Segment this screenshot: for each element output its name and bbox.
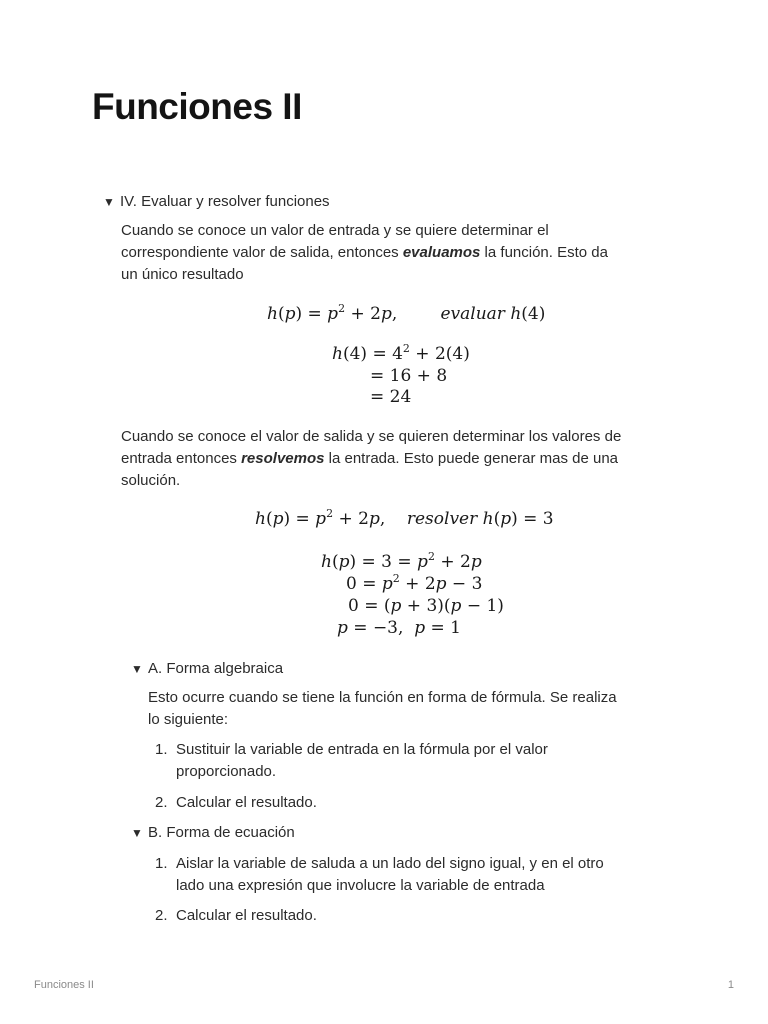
toggle-label: B. Forma de ecuación: [148, 824, 295, 841]
math-solve-step3: 0 = (p + 3)(p − 1): [348, 596, 504, 616]
triangle-down-icon: ▼: [131, 826, 143, 840]
math-evaluate-step2: = 16 + 8: [370, 366, 448, 386]
page-title: Funciones II: [92, 86, 302, 127]
list-item: 1. Sustituir la variable de entrada en la fórmula por el valor proporcionado.: [155, 741, 548, 780]
toggle-label: A. Forma algebraica: [148, 660, 284, 677]
paragraph-algebraic: Esto ocurre cuando se tiene la función en forma de fórmula. Se realiza lo siguiente:: [148, 689, 617, 728]
toggle-section-a[interactable]: [131, 658, 283, 680]
triangle-down-icon: ▼: [103, 195, 115, 209]
page-number: 1: [727, 979, 734, 991]
list-item: 1. Aislar la variable de saluda a un lado del signo igual, y en el otro lado una expresión que involucre la variable de entrada: [155, 855, 604, 894]
math-evaluate-def: $h(p) = p^2 + 2p$, evaluar h(4): [267, 302, 546, 324]
emphasis-resolvemos: resolvemos: [241, 450, 325, 467]
math-evaluate-step3: = 24: [370, 387, 412, 407]
math-solve-step1: $h(p) = 3 = p^2 + 2p$: [321, 550, 482, 572]
toggle-label: IV. Evaluar y resolver funciones: [120, 193, 330, 210]
toggle-section-iv[interactable]: [103, 191, 330, 213]
paragraph-solve: Cuando se conoce el valor de salida y se quieren determinar los valores de entrada entonces resolvemos la entrada. Esto puede generar mas de una solución.: [121, 428, 622, 489]
paragraph-evaluate: Cuando se conoce un valor de entrada y se quiere determinar el correspondiente valor de salida, entonces evaluamos la función. Esto da un único resultado: [121, 222, 608, 283]
list-item: 2. Calcular el resultado.: [155, 794, 317, 811]
triangle-down-icon: ▼: [131, 662, 143, 676]
math-solve-step4: p = −3, p = 1: [337, 618, 461, 638]
toggle-section-b[interactable]: [131, 822, 295, 844]
math-evaluate-step1: $h(4) = 4^2 + 2(4)$: [332, 342, 470, 364]
math-solve-step2: $0 = p^2 + 2p - 3$: [346, 572, 483, 594]
list-item: 2. Calcular el resultado.: [155, 907, 317, 924]
math-solve-def: $h(p) = p^2 + 2p$, resolver h(p) = 3: [255, 507, 554, 529]
footer-title: Funciones II: [34, 979, 94, 991]
emphasis-evaluamos: evaluamos: [402, 244, 481, 261]
